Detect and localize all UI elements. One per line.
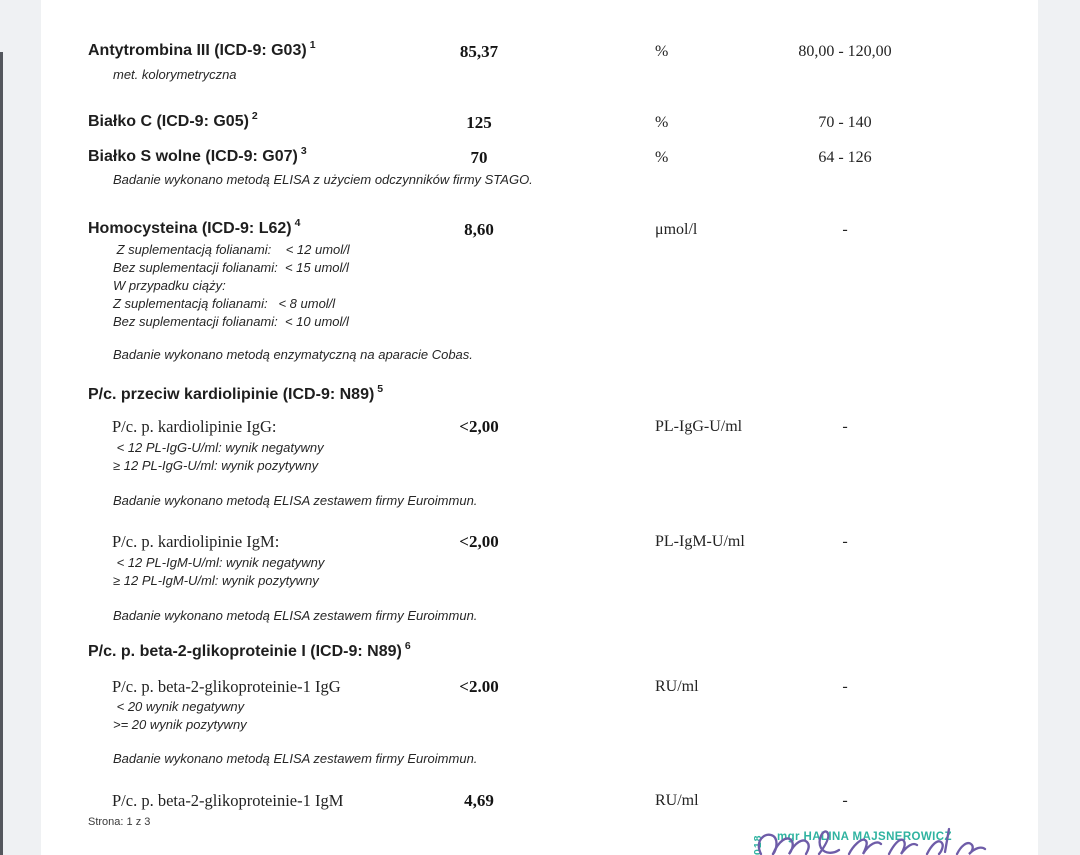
test-unit: RU/ml [655, 792, 699, 809]
reference-note: W przypadku ciąży: [113, 278, 226, 293]
test-value: <2.00 [459, 677, 499, 696]
reference-note: < 12 PL-IgG-U/ml: wynik negatywny [113, 440, 324, 455]
result-row-bialko-s [41, 145, 1038, 170]
handwritten-signature [753, 826, 988, 855]
section-title [88, 640, 411, 661]
footnote-superscript: 5 [377, 383, 384, 395]
test-unit: PL-IgG-U/ml [655, 418, 743, 435]
test-name [88, 110, 258, 131]
footnote-superscript: 6 [404, 640, 411, 652]
test-reference-range: 70 - 140 [818, 114, 872, 131]
result-row-homocysteina [41, 217, 1038, 242]
test-name [88, 145, 307, 166]
stamp-signer-name: mgr HALINA MAJSNEROWICZ [777, 831, 952, 843]
lab-report-page [41, 0, 1038, 855]
reference-note: ≥ 12 PL-IgM-U/ml: wynik pozytywny [113, 573, 319, 588]
test-unit: % [655, 149, 669, 166]
window-edge-strip [0, 52, 3, 855]
test-unit: RU/ml [655, 678, 699, 695]
page-number-indicator: Strona: 1 z 3 [88, 816, 151, 828]
reference-note: >= 20 wynik pozytywny [113, 717, 247, 732]
test-value: 8,60 [464, 220, 494, 239]
footnote-superscript: 1 [309, 39, 316, 51]
result-row-beta2-igg [41, 677, 1038, 699]
section-title-text: P/c. przeciw kardiolipinie (ICD-9: N89) [88, 386, 375, 403]
reference-note: < 12 PL-IgM-U/ml: wynik negatywny [113, 555, 325, 570]
test-sublabel: P/c. p. kardiolipinie IgM: [112, 532, 280, 551]
test-unit: % [655, 43, 669, 60]
footnote-superscript: 4 [294, 217, 301, 229]
method-note: Badanie wykonano metodą enzymatyczną na aparacie Cobas. [113, 347, 473, 362]
test-reference-range: - [842, 792, 848, 809]
stamp-date-vertical: 018 [752, 834, 764, 855]
reference-note: Bez suplementacji folianami: < 15 umol/l [113, 260, 349, 275]
reference-note: Z suplementacją folianami: < 12 umol/l [113, 242, 350, 257]
test-name [88, 39, 316, 60]
result-row-bialko-c [41, 110, 1038, 135]
test-value: <2,00 [459, 417, 499, 436]
section-title-text: P/c. p. beta-2-glikoproteinie I (ICD-9: N89) [88, 643, 402, 660]
test-name-text: Antytrombina III (ICD-9: G03) [88, 42, 307, 59]
footnote-superscript: 3 [300, 145, 307, 157]
method-note: Badanie wykonano metodą ELISA zestawem firmy Euroimmun. [113, 751, 478, 766]
test-name-text: Białko C (ICD-9: G05) [88, 113, 249, 130]
result-row-kardiolipinie-igg [41, 417, 1038, 439]
test-sublabel: P/c. p. kardiolipinie IgG: [112, 417, 277, 436]
result-row-antytrombina [41, 39, 1038, 64]
section-header-beta2-glikoproteinie [41, 640, 1038, 665]
reference-note: ≥ 12 PL-IgG-U/ml: wynik pozytywny [113, 458, 319, 473]
reference-note: < 20 wynik negatywny [113, 699, 245, 714]
section-header-kardiolipinie [41, 383, 1038, 408]
test-reference-range: - [842, 533, 848, 550]
result-row-beta2-igm [41, 791, 1038, 813]
test-reference-range: 80,00 - 120,00 [798, 43, 892, 60]
test-reference-range: - [842, 678, 848, 695]
test-unit: % [655, 114, 669, 131]
test-value: 125 [466, 113, 492, 132]
reference-note: Bez suplementacji folianami: < 10 umol/l [113, 314, 349, 329]
result-row-kardiolipinie-igm [41, 532, 1038, 554]
test-value: 70 [470, 148, 488, 167]
test-sublabel: P/c. p. beta-2-glikoproteinie-1 IgG [112, 677, 341, 696]
test-reference-range: 64 - 126 [818, 149, 872, 166]
footnote-superscript: 2 [251, 110, 258, 122]
test-reference-range: - [842, 221, 848, 238]
method-note: Badanie wykonano metodą ELISA zestawem firmy Euroimmun. [113, 608, 478, 623]
method-note: met. kolorymetryczna [113, 67, 237, 82]
test-name-text: Białko S wolne (ICD-9: G07) [88, 148, 298, 165]
test-name-text: Homocysteina (ICD-9: L62) [88, 220, 292, 237]
section-title [88, 383, 384, 404]
test-value: 85,37 [459, 42, 499, 61]
test-name [88, 217, 301, 238]
method-note: Badanie wykonano metodą ELISA z użyciem odczynników firmy STAGO. [113, 172, 533, 187]
reference-note: Z suplementacją folianami: < 8 umol/l [113, 296, 336, 311]
test-sublabel: P/c. p. beta-2-glikoproteinie-1 IgM [112, 791, 344, 810]
test-value: <2,00 [459, 532, 499, 551]
method-note: Badanie wykonano metodą ELISA zestawem firmy Euroimmun. [113, 493, 478, 508]
test-unit: μmol/l [655, 221, 698, 238]
test-reference-range: - [842, 418, 848, 435]
test-value: 4,69 [464, 791, 494, 810]
test-unit: PL-IgM-U/ml [655, 533, 745, 550]
